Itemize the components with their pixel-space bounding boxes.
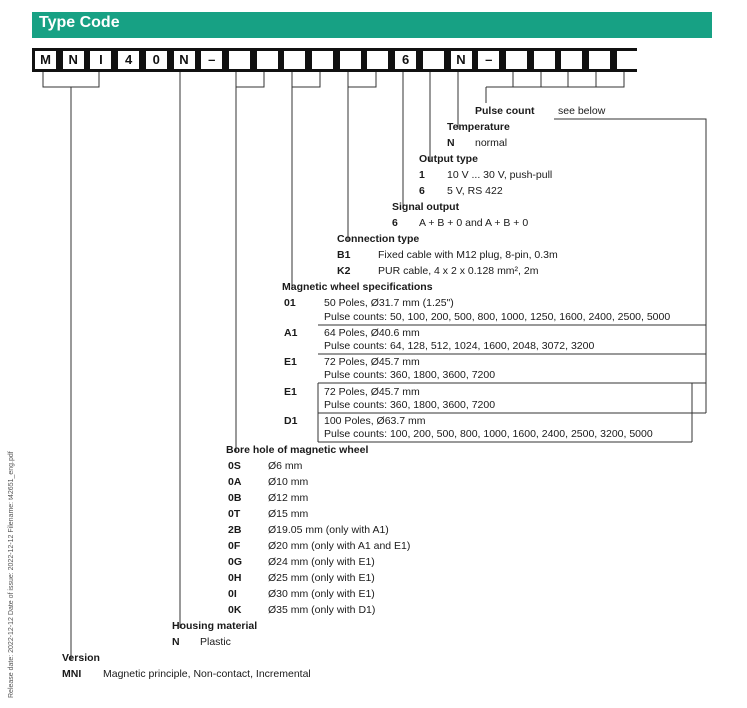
magnetic-wheel-code: D1 bbox=[284, 415, 298, 427]
code-box: 6 bbox=[395, 51, 416, 69]
pulse-count-note: see below bbox=[558, 105, 606, 117]
code-box: I bbox=[90, 51, 111, 69]
release-info: Release date: 2022-12-12 Date of issue: 2022-12-12 Filename: t42651_eng.pdf bbox=[8, 451, 15, 698]
output-type-code: 6 bbox=[419, 185, 425, 197]
connection-type-code: B1 bbox=[337, 249, 351, 261]
magnetic-wheel-code: E1 bbox=[284, 356, 297, 368]
bore-hole-code: 0G bbox=[228, 556, 243, 568]
code-box: – bbox=[201, 51, 222, 69]
section-title: Type Code bbox=[39, 14, 120, 31]
bore-hole-text: Ø10 mm bbox=[268, 476, 309, 488]
bore-hole-text: Ø15 mm bbox=[268, 508, 309, 520]
magnetic-wheel-poles: 72 Poles, Ø45.7 mm bbox=[324, 386, 420, 398]
housing-material-text: Plastic bbox=[200, 636, 231, 648]
signal-output-code: 6 bbox=[392, 217, 398, 229]
housing-material-label: Housing material bbox=[172, 620, 258, 632]
signal-output-text: A + B + 0 and A + B + 0 bbox=[419, 217, 529, 229]
output-type-text: 5 V, RS 422 bbox=[447, 185, 503, 197]
bore-hole-text: Ø24 mm (only with E1) bbox=[268, 556, 375, 568]
temperature-label: Temperature bbox=[447, 121, 510, 133]
bore-hole-code: 0A bbox=[228, 476, 242, 488]
magnetic-wheel-pulses: Pulse counts: 360, 1800, 3600, 7200 bbox=[324, 399, 496, 411]
magnetic-wheel-pulses: Pulse counts: 50, 100, 200, 500, 800, 1000, 1250, 1600, 2400, 2500, 5000 bbox=[324, 311, 671, 323]
connection-type-code: K2 bbox=[337, 265, 351, 277]
code-box: M bbox=[35, 51, 56, 69]
temperature-text: normal bbox=[475, 137, 508, 149]
bore-hole-label: Bore hole of magnetic wheel bbox=[226, 444, 369, 456]
bore-hole-code: 0F bbox=[228, 540, 241, 552]
output-type-label: Output type bbox=[419, 153, 478, 165]
bore-hole-text: Ø35 mm (only with D1) bbox=[268, 604, 376, 616]
bore-hole-text: Ø6 mm bbox=[268, 460, 303, 472]
bore-hole-code: 0K bbox=[228, 604, 242, 616]
version-code: MNI bbox=[62, 668, 82, 680]
bore-hole-code: 0T bbox=[228, 508, 241, 520]
output-type-code: 1 bbox=[419, 169, 425, 181]
code-box: N bbox=[174, 51, 195, 69]
version-text: Magnetic principle, Non-contact, Incremental bbox=[103, 668, 311, 680]
magnetic-wheel-poles: 64 Poles, Ø40.6 mm bbox=[324, 327, 420, 339]
code-box: 0 bbox=[146, 51, 167, 69]
magnetic-wheel-poles: 100 Poles, Ø63.7 mm bbox=[324, 415, 426, 427]
bore-hole-text: Ø12 mm bbox=[268, 492, 309, 504]
housing-material-code: N bbox=[172, 636, 180, 648]
connection-type-label: Connection type bbox=[337, 233, 420, 245]
version-label: Version bbox=[62, 652, 100, 664]
magnetic-wheel-pulses: Pulse counts: 360, 1800, 3600, 7200 bbox=[324, 369, 496, 381]
temperature-code: N bbox=[447, 137, 455, 149]
magnetic-wheel-poles: 72 Poles, Ø45.7 mm bbox=[324, 356, 420, 368]
code-box: 4 bbox=[118, 51, 139, 69]
code-box: N bbox=[63, 51, 84, 69]
bore-hole-code: 0B bbox=[228, 492, 242, 504]
code-box: – bbox=[478, 51, 499, 69]
signal-output-label: Signal output bbox=[392, 201, 460, 213]
bore-hole-text: Ø20 mm (only with A1 and E1) bbox=[268, 540, 411, 552]
connection-type-text: Fixed cable with M12 plug, 8-pin, 0.3m bbox=[378, 249, 558, 261]
magnetic-wheel-code: A1 bbox=[284, 327, 298, 339]
code-box: N bbox=[451, 51, 472, 69]
bore-hole-code: 0H bbox=[228, 572, 242, 584]
magnetic-wheel-pulses: Pulse counts: 100, 200, 500, 800, 1000, 1600, 2400, 2500, 3200, 5000 bbox=[324, 428, 653, 440]
magnetic-wheel-pulses: Pulse counts: 64, 128, 512, 1024, 1600, 2048, 3072, 3200 bbox=[324, 340, 595, 352]
magnetic-wheel-label: Magnetic wheel specifications bbox=[282, 281, 433, 293]
magnetic-wheel-code: E1 bbox=[284, 386, 297, 398]
bore-hole-text: Ø25 mm (only with E1) bbox=[268, 572, 375, 584]
pulse-count-label: Pulse count bbox=[475, 105, 535, 117]
bore-hole-text: Ø30 mm (only with E1) bbox=[268, 588, 375, 600]
magnetic-wheel-poles: 50 Poles, Ø31.7 mm (1.25") bbox=[324, 297, 454, 309]
output-type-text: 10 V ... 30 V, push-pull bbox=[447, 169, 553, 181]
bore-hole-text: Ø19.05 mm (only with A1) bbox=[268, 524, 389, 536]
magnetic-wheel-code: 01 bbox=[284, 297, 296, 309]
bore-hole-code: 0S bbox=[228, 460, 241, 472]
bore-hole-code: 0I bbox=[228, 588, 237, 600]
bore-hole-code: 2B bbox=[228, 524, 242, 536]
connection-type-text: PUR cable, 4 x 2 x 0.128 mm², 2m bbox=[378, 265, 539, 277]
